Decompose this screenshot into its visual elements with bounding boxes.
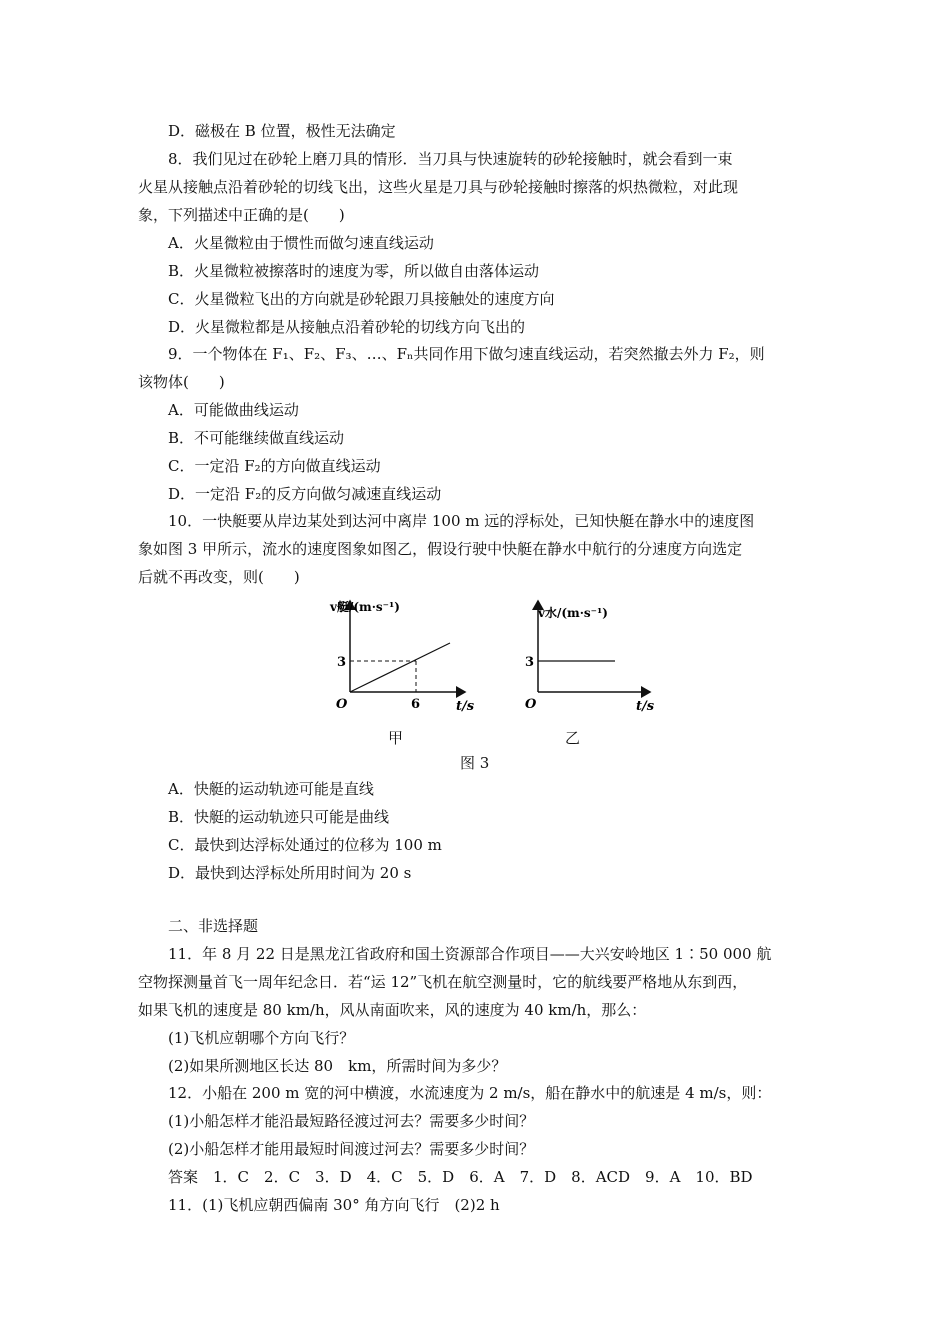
q11-stem-line2: 空物探测量首飞一周年纪念日．若“运 12”飞机在航空测量时，它的航线要严格地从东到西， [138, 973, 748, 991]
q11-stem-line1: 11．年 8 月 22 日是黑龙江省政府和国土资源部合作项目——大兴安岭地区 1∶50 000 航 [168, 945, 772, 963]
q9-option-b: B．不可能继续做直线运动 [168, 429, 345, 447]
q9-option-d: D．一定沿 F₂的反方向做匀减速直线运动 [168, 485, 442, 503]
q10-option-b: B．快艇的运动轨迹只可能是曲线 [168, 808, 390, 826]
left-y-tick: 3 [337, 655, 347, 670]
q10-option-a: A．快艇的运动轨迹可能是直线 [168, 780, 374, 798]
left-x-label: t/s [456, 699, 475, 714]
q11-part1: (1)飞机应朝哪个方向飞行？ [168, 1029, 355, 1047]
q12-part1: (1)小船怎样才能沿最短路径渡过河去？需要多少时间？ [168, 1112, 535, 1130]
q8-option-d: D．火星微粒都是从接触点沿着砂轮的切线方向飞出的 [168, 318, 526, 336]
left-y-label: v艇/(m·s⁻¹) [330, 600, 400, 614]
left-x-tick: 6 [411, 697, 421, 712]
answer-q11: 11．(1)飞机应朝西偏南 30° 角方向飞行 (2)2 h [168, 1196, 500, 1214]
q9-stem-line2: 该物体( ) [138, 373, 225, 391]
q9-option-a: A．可能做曲线运动 [168, 401, 299, 419]
q10-option-d: D．最快到达浮标处所用时间为 20 s [168, 864, 412, 882]
q10-stem-line2: 象如图 3 甲所示，流水的速度图象如图乙，假设行驶中快艇在静水中航行的分速度方向选定 [138, 540, 743, 558]
q10-option-c: C．最快到达浮标处通过的位移为 100 m [168, 836, 442, 854]
q11-part2: (2)如果所测地区长达 80 km，所需时间为多少？ [168, 1057, 507, 1075]
q10-stem-line1: 10．一快艇要从岸边某处到达河中离岸 100 m 远的浮标处，已知快艇在静水中的速度图 [168, 512, 755, 530]
right-y-label: v水/(m·s⁻¹) [538, 606, 608, 620]
q8-option-b: B．火星微粒被擦落时的速度为零，所以做自由落体运动 [168, 262, 540, 280]
graph-right [525, 601, 655, 714]
q8-option-c: C．火星微粒飞出的方向就是砂轮跟刀具接触处的速度方向 [168, 290, 555, 308]
right-x-label: t/s [636, 699, 655, 714]
q9-option-c: C．一定沿 F₂的方向做直线运动 [168, 457, 381, 475]
right-y-tick: 3 [525, 655, 535, 670]
figure-3-graphs [320, 595, 660, 745]
q10-stem-line3: 后就不再改变，则( ) [138, 568, 300, 586]
right-origin: O [525, 697, 537, 712]
figure-caption: 图 3 [460, 754, 490, 772]
left-speed-line [350, 643, 450, 692]
section-heading: 二、非选择题 [168, 917, 259, 935]
left-origin: O [336, 697, 348, 712]
figure-left-name: 甲 [388, 729, 404, 747]
q8-stem-line3: 象，下列描述中正确的是( ) [138, 206, 345, 224]
q12-stem: 12．小船在 200 m 宽的河中横渡，水流速度为 2 m/s，船在静水中的航速是 4 m/s，则： [168, 1084, 772, 1102]
graph-left [329, 599, 475, 714]
q8-stem-line1: 8．我们见过在砂轮上磨刀具的情形．当刀具与快速旋转的砂轮接触时，就会看到一束 [168, 150, 733, 168]
q9-stem-line1: 9．一个物体在 F₁、F₂、F₃、…、Fₙ共同作用下做匀速直线运动，若突然撤去外力 F₂，则 [168, 345, 765, 363]
q11-stem-line3: 如果飞机的速度是 80 km/h，风从南面吹来，风的速度为 40 km/h，那么： [138, 1001, 647, 1019]
q7-option-d: D．磁极在 B 位置，极性无法确定 [168, 122, 396, 140]
q8-stem-line2: 火星从接触点沿着砂轮的切线飞出，这些火星是刀具与砂轮接触时擦落的炽热微粒，对此现 [138, 178, 739, 196]
q12-part2: (2)小船怎样才能用最短时间渡过河去？需要多少时间？ [168, 1140, 535, 1158]
q8-option-a: A．火星微粒由于惯性而做匀速直线运动 [168, 234, 434, 252]
figure-right-name: 乙 [565, 729, 581, 747]
figure-3 [320, 595, 660, 775]
answers-line: 答案 1．C 2．C 3．D 4．C 5．D 6．A 7．D 8．ACD 9．A 10．BD [168, 1168, 753, 1186]
